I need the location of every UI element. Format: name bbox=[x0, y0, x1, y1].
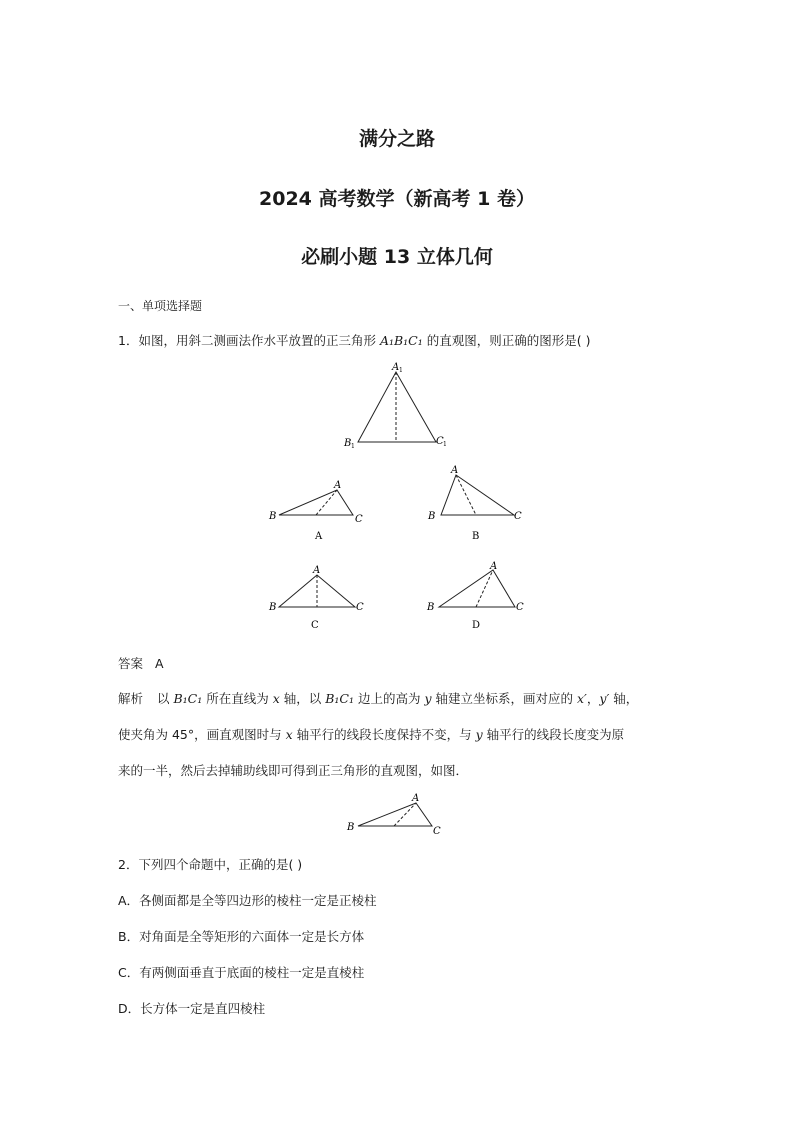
label-a1-sub: 1 bbox=[399, 367, 403, 374]
analysis-text: 使夹角为 45°，画直观图时与 bbox=[118, 727, 286, 742]
label-c: C bbox=[516, 602, 524, 613]
analysis-math: B₁C₁ bbox=[173, 691, 203, 706]
question-1-stem bbox=[118, 331, 590, 349]
analysis-text: 轴， bbox=[609, 691, 639, 706]
analysis-math: B₁C₁ bbox=[325, 691, 355, 706]
label-b1-sub: 1 bbox=[351, 443, 355, 450]
label-c: C bbox=[355, 514, 363, 525]
label-b1: B bbox=[344, 438, 352, 449]
analysis-text: ， bbox=[586, 691, 600, 706]
analysis-line-2 bbox=[118, 725, 624, 743]
analysis-text: 以 bbox=[157, 691, 174, 706]
analysis-label: 解析 bbox=[118, 691, 144, 706]
analysis-line-1 bbox=[118, 689, 638, 707]
option-caption: D bbox=[472, 620, 481, 631]
option-caption: A bbox=[315, 531, 323, 542]
figure-original-triangle bbox=[340, 360, 460, 455]
label-b: B bbox=[269, 511, 277, 522]
label-c: C bbox=[356, 602, 364, 613]
question-2-option-c: C．有两侧面垂直于底面的棱柱一定是直棱柱 bbox=[118, 965, 365, 980]
label-a: A bbox=[334, 480, 342, 491]
question-2-stem: 2．下列四个命题中，正确的是( ) bbox=[118, 857, 303, 872]
label-b: B bbox=[427, 602, 435, 613]
question-2-option-b: B．对角面是全等矩形的六面体一定是长方体 bbox=[118, 929, 365, 944]
figure-option-a bbox=[264, 474, 374, 546]
label-a: A bbox=[313, 565, 321, 576]
analysis-math: y bbox=[424, 691, 432, 706]
label-b: B bbox=[347, 822, 355, 833]
question-1-stem-text: 1．如图，用斜二测画法作水平放置的正三角形 bbox=[118, 333, 380, 348]
analysis-text: 所在直线为 bbox=[202, 691, 273, 706]
figure-option-b bbox=[424, 460, 534, 546]
analysis-math: x bbox=[272, 691, 280, 706]
page-title-line3: 必刷小题 13 立体几何 bbox=[301, 246, 493, 268]
analysis-text: 轴，以 bbox=[279, 691, 326, 706]
label-a: A bbox=[451, 465, 459, 476]
page-title-line2: 2024 高考数学（新高考 1 卷） bbox=[259, 188, 535, 210]
question-2-option-d: D．长方体一定是直四棱柱 bbox=[118, 1001, 266, 1016]
analysis-text: 轴平行的线段长度变为原 bbox=[482, 727, 625, 742]
label-c1-sub: 1 bbox=[443, 441, 447, 448]
analysis-math: x bbox=[285, 727, 293, 742]
question-2-option-a: A．各侧面都是全等四边形的棱柱一定是正棱柱 bbox=[118, 893, 377, 908]
question-1-stem-math: A₁B₁C₁ bbox=[379, 333, 423, 348]
figure-option-c bbox=[264, 560, 374, 634]
option-caption: C bbox=[311, 620, 319, 631]
answer-value: A bbox=[155, 656, 164, 671]
label-a: A bbox=[412, 793, 420, 804]
answer-line bbox=[118, 654, 164, 672]
page-title-line1: 满分之路 bbox=[358, 128, 435, 150]
label-a: A bbox=[490, 561, 498, 572]
option-caption: B bbox=[472, 531, 480, 542]
analysis-math: y′ bbox=[599, 691, 610, 706]
section-heading: 一、单项选择题 bbox=[118, 299, 203, 313]
analysis-text: 轴建立坐标系，画对应的 bbox=[431, 691, 577, 706]
label-b: B bbox=[269, 602, 277, 613]
question-1-stem-text-end: 的直观图，则正确的图形是( ) bbox=[422, 333, 591, 348]
label-a1: A bbox=[392, 362, 400, 373]
figure-option-d bbox=[424, 560, 534, 634]
answer-label: 答案 bbox=[118, 656, 144, 671]
analysis-text: 轴平行的线段长度保持不变，与 bbox=[292, 727, 476, 742]
analysis-math: y bbox=[475, 727, 483, 742]
label-c1: C bbox=[436, 436, 444, 447]
analysis-math: x′ bbox=[576, 691, 587, 706]
figure-answer bbox=[344, 788, 454, 840]
label-b: B bbox=[428, 511, 436, 522]
label-c: C bbox=[433, 826, 441, 837]
label-c: C bbox=[514, 511, 522, 522]
analysis-text: 边上的高为 bbox=[354, 691, 425, 706]
analysis-line-3: 来的一半，然后去掉辅助线即可得到正三角形的直观图，如图． bbox=[118, 763, 469, 778]
